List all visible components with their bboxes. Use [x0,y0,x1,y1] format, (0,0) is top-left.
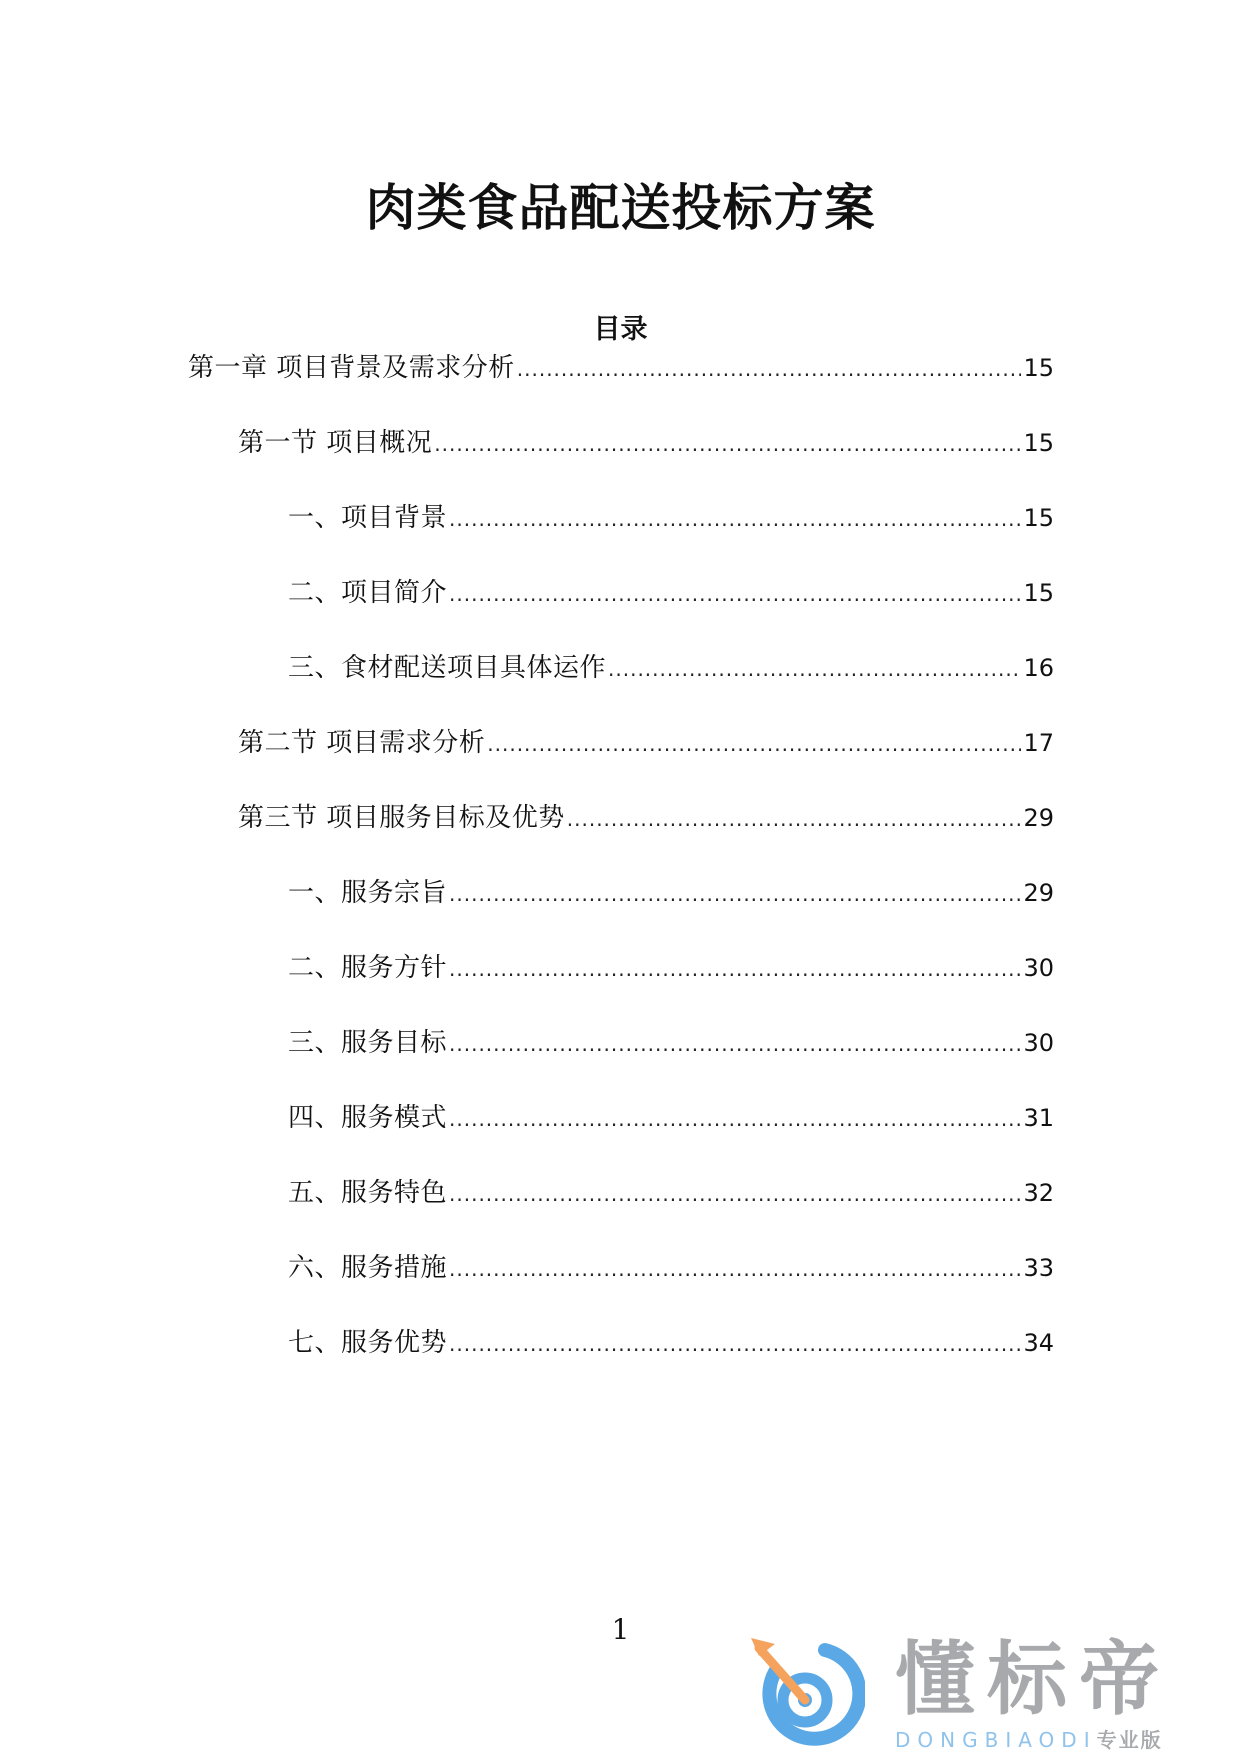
toc-entry[interactable] [238,425,1054,461]
toc-entry[interactable] [288,950,1054,986]
watermark [745,1632,1241,1754]
toc-entry-page: 15 [1023,504,1054,532]
toc-entry[interactable] [288,875,1054,911]
toc-entry[interactable] [288,1025,1054,1061]
toc-entry[interactable] [288,650,1054,686]
watermark-pinyin: DONGBIAODI [895,1728,1097,1752]
toc-entry-page: 30 [1023,1029,1054,1057]
toc-entry-label: 二、服务方针 [288,953,448,983]
toc-dot-leader [567,801,1022,837]
toc-entry[interactable] [238,800,1054,836]
toc-entry-label: 三、食材配送项目具体运作 [288,653,607,683]
toc-entry-label: 第一节 项目概况 [238,428,433,458]
toc-entry[interactable] [288,575,1054,611]
target-logo-icon [745,1632,865,1754]
watermark-subtitle [895,1728,1163,1752]
toc-dot-leader [449,1176,1021,1212]
toc-dot-leader [449,1326,1021,1362]
toc-dot-leader [449,576,1021,612]
toc-heading: 目录 [593,314,648,345]
toc-entry-page: 32 [1023,1179,1054,1207]
toc-entry[interactable] [238,725,1054,761]
toc-entry-page: 34 [1023,1329,1054,1357]
toc-dot-leader [449,1251,1021,1287]
toc-entry-page: 15 [1023,429,1054,457]
toc-entry-label: 第三节 项目服务目标及优势 [238,803,565,833]
toc-entry[interactable] [288,1325,1054,1361]
toc-entry[interactable] [188,350,1054,386]
toc-entry-page: 17 [1023,729,1054,757]
document-title: 肉类食品配送投标方案 [365,179,876,237]
toc-entry-label: 六、服务措施 [288,1253,448,1283]
watermark-brand: 懂标帝 [895,1633,1171,1726]
toc-entry-label: 一、服务宗旨 [288,878,448,908]
toc-entry-page: 15 [1023,354,1054,382]
toc-entry-label: 第一章 项目背景及需求分析 [188,353,515,383]
toc-dot-leader [449,876,1021,912]
toc-entry-page: 31 [1023,1104,1054,1132]
toc-dot-leader [449,1101,1021,1137]
toc-dot-leader [434,426,1021,462]
toc-entry[interactable] [288,1250,1054,1286]
toc-entry-label: 三、服务目标 [288,1028,448,1058]
toc-entry-label: 四、服务模式 [288,1103,448,1133]
toc-dot-leader [449,1026,1021,1062]
toc-dot-leader [517,351,1022,387]
toc-entry-page: 30 [1023,954,1054,982]
toc-entry[interactable] [288,1175,1054,1211]
toc-entry[interactable] [288,1100,1054,1136]
toc-dot-leader [449,951,1021,987]
toc-entry-label: 第二节 项目需求分析 [238,728,486,758]
toc-entry-label: 七、服务优势 [288,1328,448,1358]
page-number: 1 [611,1613,630,1646]
toc-entry-page: 29 [1023,804,1054,832]
toc-entry-label: 五、服务特色 [288,1178,448,1208]
toc-dot-leader [487,726,1021,762]
toc-dot-leader [449,501,1021,537]
watermark-edition: 专业版 [1096,1728,1163,1752]
toc-entry-label: 二、项目简介 [288,578,448,608]
toc-entry-page: 16 [1023,654,1054,682]
toc-entry[interactable] [288,500,1054,536]
toc-entry-label: 一、项目背景 [288,503,448,533]
toc-entry-page: 15 [1023,579,1054,607]
toc-entry-page: 29 [1023,879,1054,907]
toc-entry-page: 33 [1023,1254,1054,1282]
toc-dot-leader [608,651,1021,687]
